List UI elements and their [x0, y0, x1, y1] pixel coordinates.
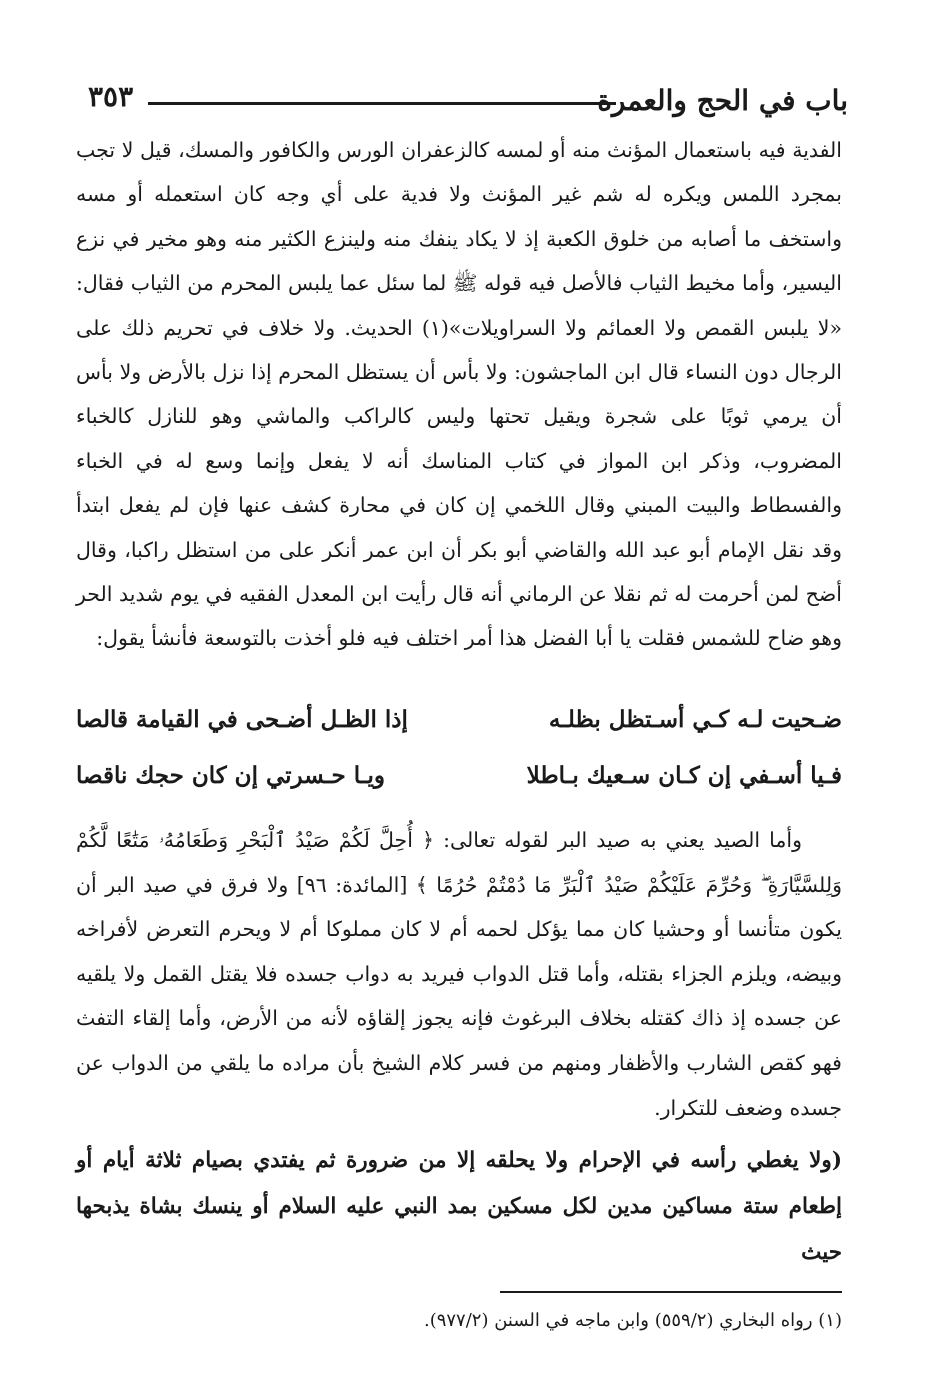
body-line: الفدية فيه باستعمال المؤنث منه أو لمسه كالزعفران الورس والكافور والمسك، قيل لا: [121, 138, 842, 162]
body-line: مسه واستخف ما أصابه من خلوق الكعبة إذ لا يكاد ينفك منه ولينزع الكثير منه وهو: [76, 182, 842, 251]
matn-line: إطعام ستة مساكين مدين لكل مسكين بمد النبي عليه السلام أو ينسك بشاة يذبحها حيث: [76, 1194, 842, 1265]
footnote-rule: [500, 1291, 842, 1293]
poem-verse: [76, 702, 842, 758]
body-line: جسده فلا يقتل القمل ولا يلقيه عن جسده إذ ذاك كقتله بخلاف البرغوث فإنه يجوز: [76, 961, 842, 1031]
body-line: الثياب فقال: «لا يلبس القمص ولا العمائم ولا السراويلات»(١) الحديث. ولا: [76, 271, 842, 340]
body-line: مَتَٰعًا لَّكُمْ وَلِلسَّيَّارَةِ ۖ وَحُرِّمَ عَلَيْكُمْ صَيْدُ ٱلْبَرِّ مَا دُمْتُمْ حُرُمًا ﴾ [المائدة: ٩٦] ولا فرق في: [76, 828, 842, 897]
page-header: [88, 78, 848, 128]
header-rule: [148, 102, 616, 105]
body-line: محارة كشف عنها فإن لم يفعل ابتدأ وقد نقل الإمام أبو عبد الله والقاضي أبو بكر أن: [76, 493, 842, 562]
body-line: يستظل المحرم إذا نزل بالأرض ولا بأس أن يرمي ثوبًا على شجرة ويقيل تحتها وليس: [76, 360, 842, 429]
page-number: ٣٥٣: [88, 80, 134, 113]
matn-line: (ولا يغطي رأسه في الإحرام ولا يحلقه إلا من ضرورة ثم يفتدي بصيام ثلاثة أيام أو: [76, 1148, 842, 1173]
body-line: أنه لا يفعل وإنما وسع له في الخباء والفسطاط والبيت المبني وقال اللخمي إن كان في: [76, 448, 842, 518]
body-line: خلاف في تحريم ذلك على الرجال دون النساء قال ابن الماجشون: ولا بأس أن: [76, 315, 842, 385]
body-line: تجب بمجرد اللمس ويكره له شم غير المؤنث ولا فدية على أي وجه كان استعمله أو: [76, 138, 842, 207]
verse-first-hemistich: فـيا أسـفي إن كـان سـعيك بـاطلا: [526, 762, 842, 789]
verse-second-hemistich: ويـا حـسرتي إن كان حجك ناقصا: [76, 762, 385, 789]
verse-first-hemistich: ضـحيت لـه كـي أسـتظل بظلـه: [548, 706, 842, 733]
matn-paragraph: [76, 1138, 842, 1276]
body-line: مخير في نزع اليسير، وأما مخيط الثياب فالأصل فيه قوله ﷺ لما سئل عما يلبس المحرم من: [76, 226, 842, 296]
verse-second-hemistich: إذا الظـل أضـحى في القيامة قالصا: [76, 706, 408, 733]
poem-verse: [76, 758, 842, 814]
body-line: ويحرم التعرض لأفراخه وبيضه، ويلزم الجزاء بقتله، وأما قتل الدواب فيريد به دواب: [76, 917, 842, 986]
body-line: صيد البر أن يكون متأنسا أو وحشيا كان مما يؤكل لحمه أم لا كان مملوكا أم لا: [76, 872, 842, 942]
chapter-title: باب في الحج والعمرة: [597, 84, 848, 117]
body-paragraph: [76, 128, 842, 661]
body-line: كالراكب والماشي وهو للنازل كالخباء المضروب، وذكر ابن المواز في كتاب المناسك: [76, 404, 842, 473]
body-line: إلقاؤه لأنه من الأرض، وأما إلقاء التفث فهو كقص الشارب والأظفار ومنهم من فسر: [76, 1006, 842, 1075]
footnote: (١) رواه البخاري (٥٥٩/٢) وابن ماجه في السنن (٩٧٧/٢).: [423, 1310, 842, 1331]
body-line: ابن عمر أنكر على من استظل راكبا، وقال أضح لمن أحرمت له ثم نقلا عن الرماني أنه: [76, 537, 842, 607]
body-line: وأما الصيد يعني به صيد البر لقوله تعالى: ﴿ أُحِلَّ لَكُمْ صَيْدُ ٱلْبَحْرِ وَطَعَامُهُۥ: [158, 828, 802, 852]
body-line: هذا أمر اختلف فيه فلو أخذت بالتوسعة فأنشأ يقول:: [96, 626, 527, 651]
body-line: كلام الشيخ بأن مراده ما يلقي من الدواب عن جسده وضعف للتكرار.: [76, 1050, 842, 1120]
body-line: قال رأيت ابن المعدل الفقيه في يوم شديد الحر وهو ضاح للشمس فقلت يا أبا الفضل: [76, 582, 842, 651]
poem-block: [76, 702, 842, 814]
body-paragraph-2: [76, 818, 842, 1130]
